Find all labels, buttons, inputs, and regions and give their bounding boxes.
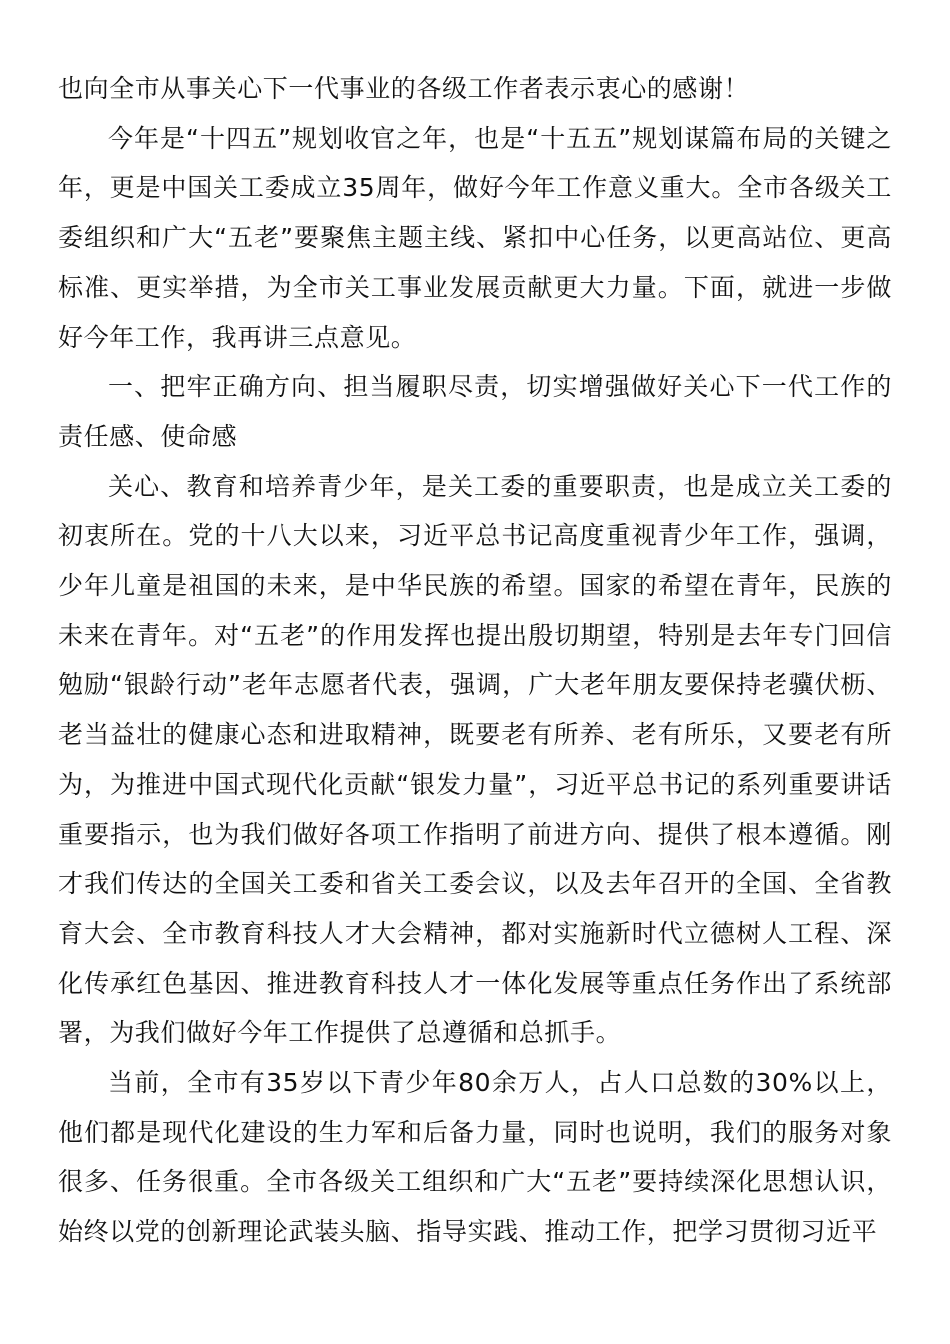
paragraph-responsibility: 关心、教育和培养青少年，是关工委的重要职责，也是成立关工委的初衷所在。党的十八大以来，习近平总书记高度重视青少年工作，强调，少年儿童是祖国的未来，是中华民族的希望。国家的希望在青年，民族的未来在青年。对“五老”的作用发挥也提出殷切期望，特别是去年专门回信勉励“银龄行动”老年志愿者代表，强调，广大老年朋友要保持老骥伏枥、老当益壮的健康心态和进取精神，既要老有所养、老有所乐，又要老有所为，为推进中国式现代化贡献“银发力量”，习近平总书记的系列重要讲话重要指示，也为我们做好各项工作指明了前进方向、提供了根本遵循。刚才我们传达的全国关工委和省关工委会议，以及去年召开的全国、全省教育大会、全市教育科技人才大会精神，都对实施新时代立德树人工程、深化传承红色基因、推进教育科技人才一体化发展等重点任务作出了系统部署，为我们做好今年工作提供了总遵循和总抓手。 (58, 471, 892, 1048)
section-heading-one: 一、把牢正确方向、担当履职尽责，切实增强做好关心下一代工作的责任感、使命感 (58, 372, 892, 451)
paragraph-closing-thanks: 也向全市从事关心下一代事业的各级工作者表示衷心的感谢！ (58, 74, 750, 103)
document-body (58, 64, 892, 1257)
paragraph-year-significance: 今年是“十四五”规划收官之年，也是“十五五”规划谋篇布局的关键之年，更是中国关工委成立35周年，做好今年工作意义重大。全市各级关工委组织和广大“五老”要聚焦主题主线、紧扣中心任务，以更高站位、更高标准、更实举措，为全市关工事业发展贡献更大力量。下面，就进一步做好今年工作，我再讲三点意见。 (58, 123, 892, 352)
paragraph-current-situation: 当前，全市有35岁以下青少年80余万人，占人口总数的30%以上，他们都是现代化建设的生力军和后备力量，同时也说明，我们的服务对象很多、任务很重。全市各级关工组织和广大“五老”要持续深化思想认识，始终以党的创新理论武装头脑、指导实践、推动工作，把学习贯彻习近平 (58, 1068, 892, 1247)
